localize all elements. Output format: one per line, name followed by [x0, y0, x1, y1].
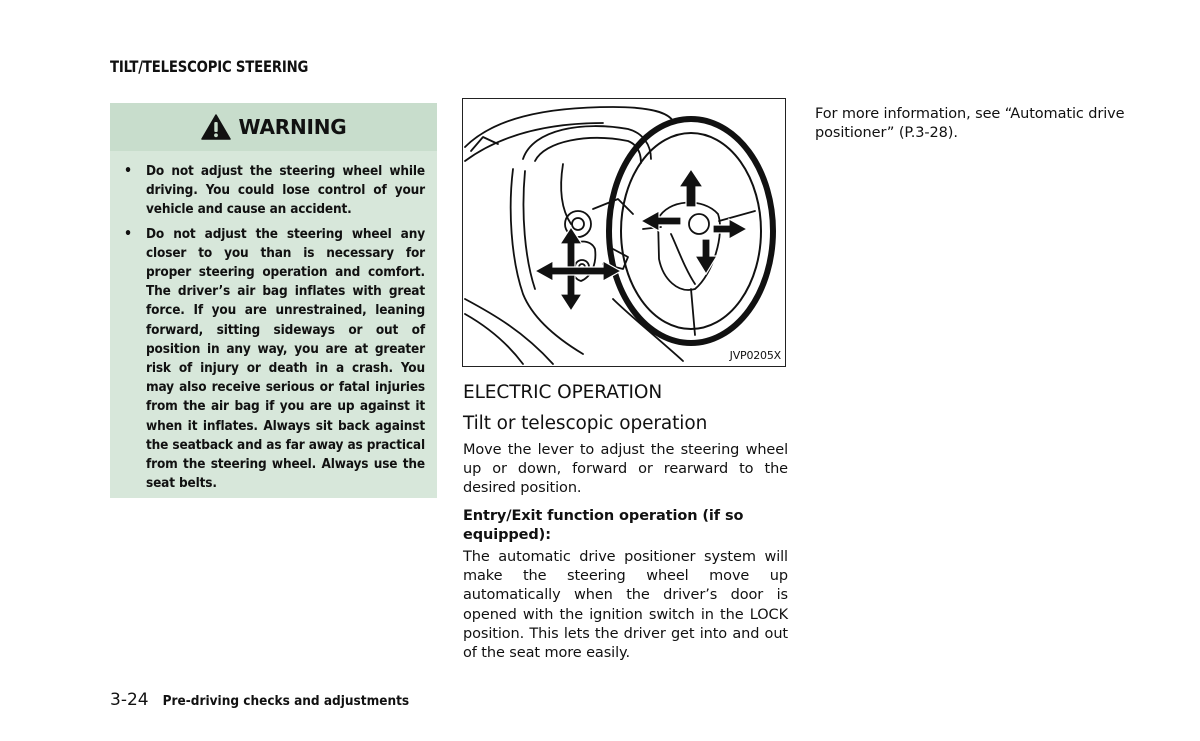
page-number: 3-24 — [110, 690, 149, 710]
tilt-telescopic-subheading: Tilt or telescopic operation — [463, 413, 708, 434]
tilt-paragraph: Move the lever to adjust the steering wheel up or down, forward or rearward to the desired position. — [463, 442, 788, 497]
chapter-title: Pre-driving checks and adjustments — [162, 693, 410, 709]
bullet: • — [124, 163, 132, 179]
steering-figure — [462, 98, 786, 367]
warning-box — [110, 103, 437, 498]
entry-exit-heading: Entry/Exit function operation (if so equipped): — [463, 508, 744, 544]
warning-header — [110, 103, 437, 151]
section-title: TILT/TELESCOPIC STEERING — [110, 57, 309, 76]
warning-item-text: Do not adjust the steering wheel any closer to you than is necessary for proper steering operation and comfort. The driver’s air bag inflates with great force. If you are unrestrained, leaning forward, sitting sideways or out of position in any way, you are at greater risk of injury or death in a crash. You may also receive serious or fatal injuries from the air bag if you are up against it when it inflates. Always sit back against the seatback and as far away as practical from the steering wheel. Always use the seat belts. — [146, 225, 425, 492]
electric-operation-heading: ELECTRIC OPERATION — [463, 382, 663, 403]
warning-item — [124, 225, 425, 494]
warning-item — [124, 162, 425, 220]
bullet: • — [124, 225, 132, 242]
figure-code: JVP0205X — [729, 349, 781, 362]
entry-exit-paragraph: The automatic drive positioner system will make the steering wheel move up automatically when the driver’s door is opened with the ignition switch in the LOCK position. This lets the driver get into and out of the seat more easily. — [463, 549, 788, 662]
more-info-text: For more information, see “Automatic drive positioner” (P.3-28). — [815, 106, 1125, 142]
warning-list — [110, 151, 437, 493]
page-footer — [110, 690, 409, 710]
steering-column-illustration — [463, 99, 785, 366]
warning-title: WARNING — [238, 115, 347, 139]
warning-item-text: Do not adjust the steering wheel while driving. You could lose control of your vehicle and cause an accident. — [146, 163, 425, 218]
warning-triangle-icon — [201, 114, 231, 140]
